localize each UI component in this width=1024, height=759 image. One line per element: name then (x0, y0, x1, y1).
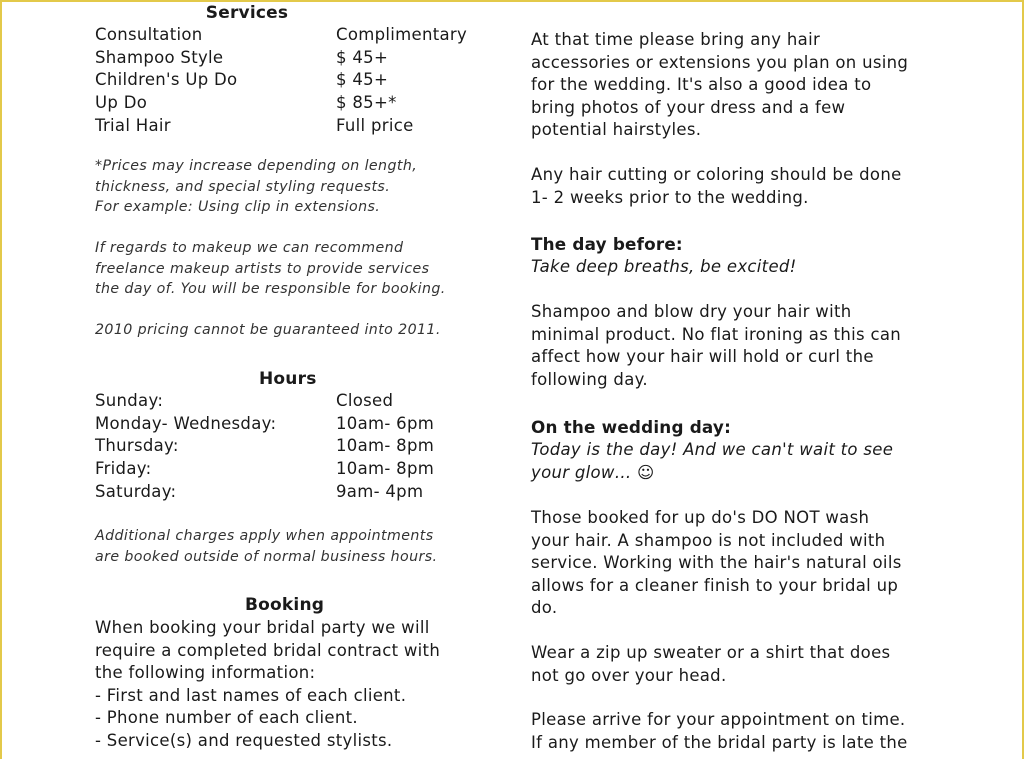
paragraph-line: following day. (531, 369, 648, 389)
note-line: Additional charges apply when appointments (95, 528, 434, 544)
wedding-day-heading: On the wedding day: (531, 417, 731, 437)
paragraph-line: Today is the day! And we can't wait to see (531, 440, 894, 459)
paragraph-line: Please arrive for your appointment on time. (531, 710, 906, 729)
hours-row (95, 413, 435, 436)
note-line: thickness, and special styling requests. (95, 178, 391, 195)
hours-note (95, 526, 437, 567)
booking-text (95, 617, 440, 752)
note-line: If regards to makeup we can recommend (95, 240, 404, 256)
hours-day: Thursday: (95, 436, 179, 456)
paragraph-line: your hair. A shampoo is not included with (531, 530, 886, 550)
paragraph-line: minimal product. No flat ironing as this can (531, 324, 902, 344)
service-price: $ 85+* (336, 93, 397, 113)
service-row (95, 47, 389, 70)
hours-time: 10am- 8pm (336, 459, 435, 479)
paragraph-line: do. (531, 598, 558, 617)
paragraph-line: accessories or extensions you plan on using (531, 52, 909, 72)
service-price: $ 45+ (336, 70, 389, 90)
paragraph-line: Shampoo and blow dry your hair with (531, 302, 852, 321)
booking-line: - Service(s) and requested stylists. (95, 730, 393, 750)
services-heading: Services (205, 3, 289, 23)
no-wash-paragraph (531, 507, 902, 620)
service-name: Trial Hair (95, 115, 171, 135)
day-before-heading: The day before: (531, 234, 683, 254)
booking-line: - Phone number of each client. (95, 708, 358, 727)
paragraph-line: At that time please bring any hair (531, 30, 821, 49)
paragraph-line: bring photos of your dress and a few (531, 97, 846, 117)
service-price: Full price (336, 115, 414, 135)
paragraph-line: Any hair cutting or coloring should be done (531, 165, 902, 184)
service-name: Consultation (95, 25, 203, 44)
service-row (95, 92, 397, 115)
makeup-note (95, 238, 446, 300)
hours-row (95, 458, 435, 481)
hours-time: Closed (336, 391, 394, 410)
note-line: 2010 pricing cannot be guaranteed into 2011. (95, 322, 441, 338)
hours-row (95, 390, 394, 413)
note-line: *Prices may increase depending on length, (95, 158, 418, 174)
arrive-on-time-paragraph (531, 709, 908, 754)
service-name: Shampoo Style (95, 47, 224, 67)
paragraph-line: for the wedding. It's also a good idea to (531, 75, 872, 94)
pricing-year-note (95, 320, 441, 341)
paragraph-line: potential hairstyles. (531, 120, 702, 139)
paragraph-line: your glow… ☺ (531, 462, 655, 482)
hours-row (95, 435, 435, 458)
hours-heading: Hours (259, 369, 317, 389)
paragraph-line: If any member of the bridal party is late the (531, 732, 908, 752)
hours-day: Sunday: (95, 391, 164, 410)
service-row (95, 24, 468, 47)
bring-accessories-paragraph (531, 29, 908, 142)
booking-line: When booking your bridal party we will (95, 618, 430, 637)
hours-time: 9am- 4pm (336, 481, 424, 501)
service-name: Children's Up Do (95, 70, 238, 90)
paragraph-line: 1- 2 weeks prior to the wedding. (531, 187, 809, 207)
paragraph-line: affect how your hair will hold or curl the (531, 347, 874, 366)
wedding-day-tagline (531, 439, 893, 484)
day-before-tagline: Take deep breaths, be excited! (531, 257, 797, 276)
service-row (95, 69, 389, 92)
service-price: Complimentary (336, 25, 468, 44)
note-line: For example: Using clip in extensions. (95, 199, 381, 216)
zip-sweater-paragraph (531, 642, 890, 687)
paragraph-line: allows for a cleaner finish to your bridal up (531, 575, 899, 595)
paragraph-line: not go over your head. (531, 665, 727, 685)
booking-heading: Booking (245, 595, 325, 615)
note-line: freelance makeup artists to provide services (95, 260, 430, 277)
booking-line: the following information: (95, 663, 316, 682)
hours-time: 10am- 6pm (336, 413, 435, 433)
hours-row (95, 481, 424, 504)
paragraph-line: service. Working with the hair's natural oils (531, 553, 902, 572)
booking-line: - First and last names of each client. (95, 685, 407, 705)
hours-time: 10am- 8pm (336, 436, 435, 456)
service-name: Up Do (95, 93, 148, 113)
hours-day: Saturday: (95, 481, 177, 501)
note-line: the day of. You will be responsible for booking. (95, 281, 446, 298)
cutting-coloring-paragraph (531, 164, 902, 209)
service-row (95, 115, 414, 138)
paragraph-line: Wear a zip up sweater or a shirt that does (531, 643, 891, 662)
hours-day: Monday- Wednesday: (95, 413, 277, 433)
pricing-note (95, 156, 417, 218)
booking-line: require a completed bridal contract with (95, 640, 441, 660)
note-line: are booked outside of normal business hours. (95, 548, 438, 565)
paragraph-line: Those booked for up do's DO NOT wash (531, 508, 870, 527)
hours-day: Friday: (95, 459, 152, 479)
day-before-paragraph (531, 301, 901, 391)
service-price: $ 45+ (336, 47, 389, 67)
